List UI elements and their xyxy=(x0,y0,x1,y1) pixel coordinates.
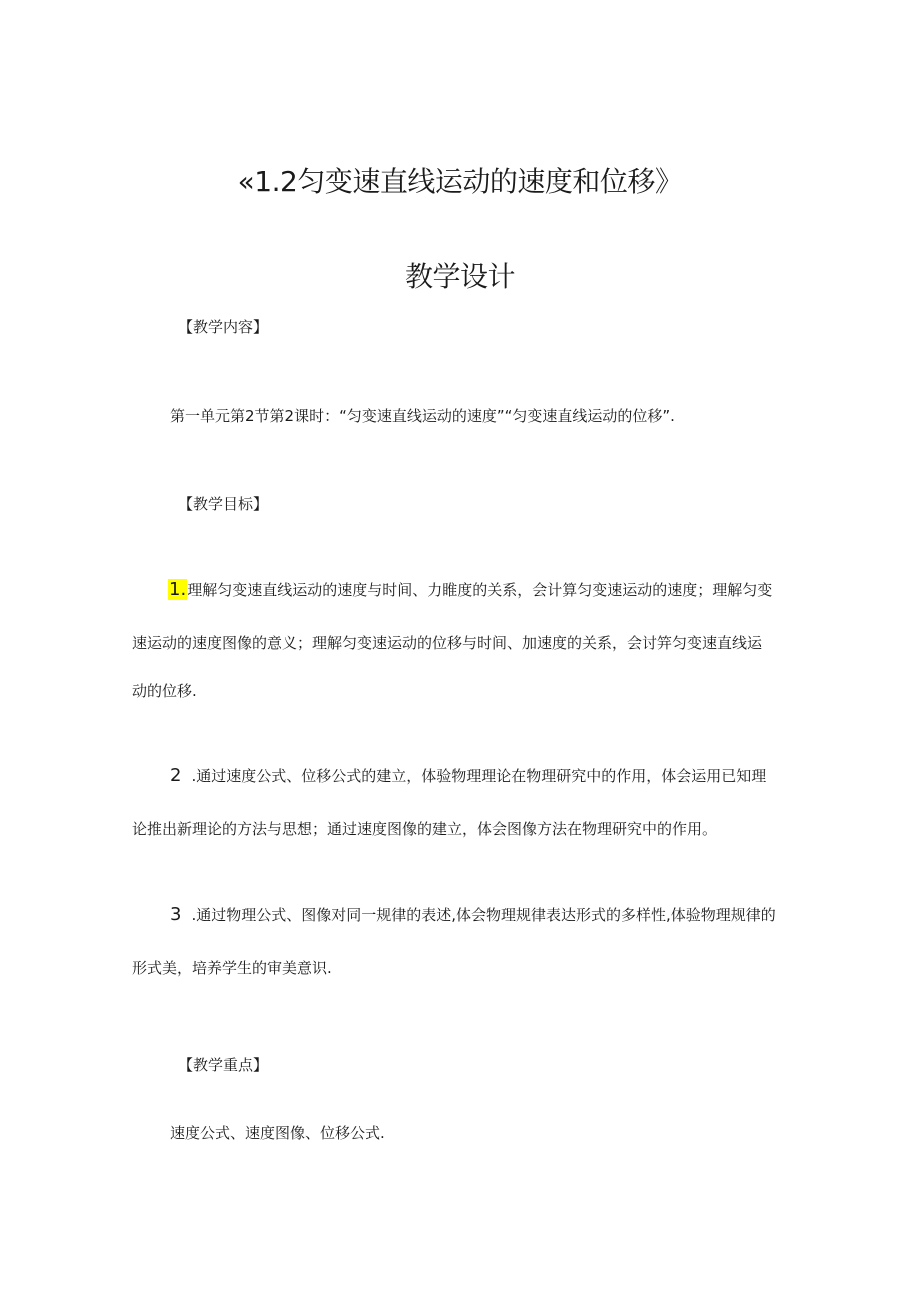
objective-3-line-2: 形式美，培养学生的审美意识. xyxy=(132,959,332,977)
content-text: 第一单元第2节第2课时：“匀变速直线运动的速度”“匀变速直线运动的位移”. xyxy=(170,407,675,425)
objective-2-line-1 xyxy=(170,765,766,786)
document-title: «1.2匀变速直线运动的速度和位移》 xyxy=(237,165,683,198)
section-heading-objectives: 【教学目标】 xyxy=(178,495,269,513)
objective-1-text-1: 理解匀变速直线运动的速度与时间、力睢度的关系，会计算匀变速运动的速度；理解匀变 xyxy=(187,581,773,599)
key-points-text: 速度公式、速度图像、位移公式. xyxy=(170,1124,385,1142)
section-heading-content: 【教学内容】 xyxy=(178,318,269,336)
objective-2-text-1: .通过速度公式、位移公式的建立，体验物理理论在物理研究中的作用，体会运用已知理 xyxy=(191,767,767,785)
objective-2-number: 2 xyxy=(170,765,182,786)
objective-3-line-1 xyxy=(170,904,776,925)
document-subtitle: 教学设计 xyxy=(404,260,515,293)
objective-2-line-2: 论推出新理论的方法与思想；通过速度图像的建立，体会图像方法在物理研究中的作用。 xyxy=(132,820,718,838)
objective-1-number: 1. xyxy=(169,579,187,600)
objective-1-line-1 xyxy=(168,579,772,600)
objective-1-line-2: 速运动的速度图像的意义；理解匀变速运动的位移与时间、加速度的关系，会讨笄匀变速直线运 xyxy=(132,634,763,652)
section-heading-key-points: 【教学重点】 xyxy=(178,1056,269,1074)
objective-1-line-3: 动的位移. xyxy=(132,682,197,700)
objective-3-text-1: .通过物理公式、图像对同一规律的表述,体会物理规律表达形式的多样性,体验物理规律的 xyxy=(191,906,776,924)
objective-3-number: 3 xyxy=(170,904,182,925)
